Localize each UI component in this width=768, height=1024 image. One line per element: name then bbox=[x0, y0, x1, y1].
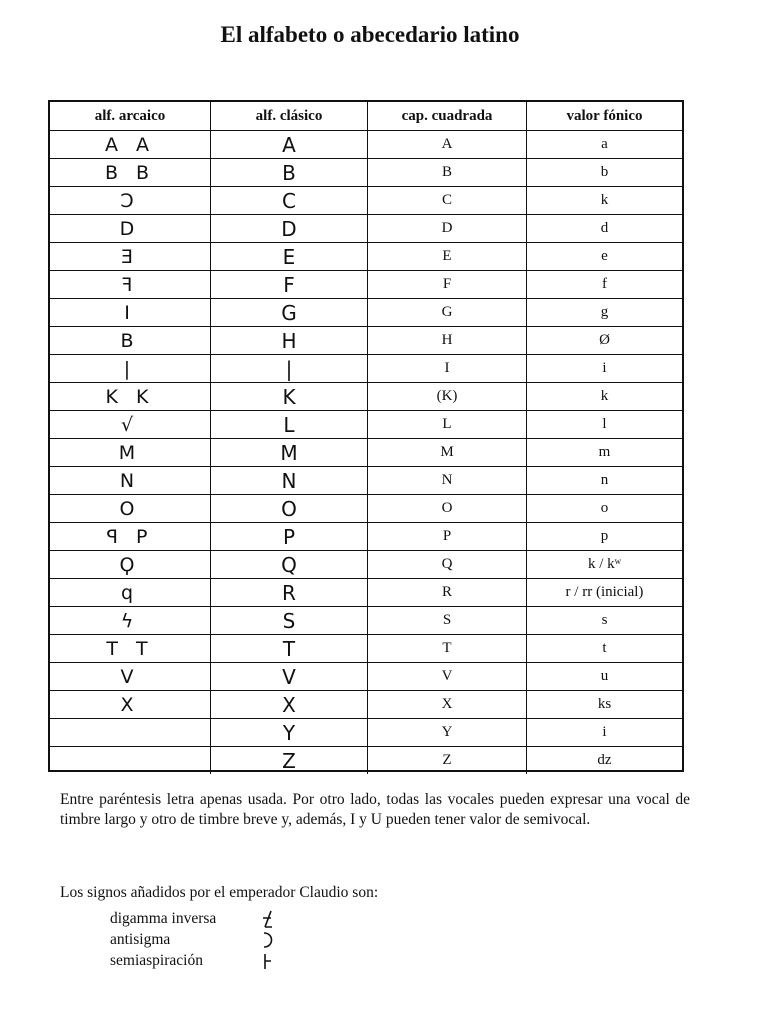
cell-cap-cuadrada: Y bbox=[367, 719, 526, 746]
cell-alf-arcaico: Ϙ bbox=[119, 553, 141, 576]
claudio-signs-list bbox=[110, 908, 278, 971]
cell-cap-cuadrada: N bbox=[367, 467, 526, 494]
table-row bbox=[50, 354, 682, 382]
cell-alf-arcaico: K K bbox=[105, 385, 155, 408]
cell-valor-fonico: b bbox=[526, 159, 682, 186]
table-row bbox=[50, 242, 682, 270]
sign-name: digamma inversa bbox=[110, 909, 217, 927]
cell-cap-cuadrada: P bbox=[367, 523, 526, 550]
cell-alf-arcaico: O bbox=[119, 497, 141, 520]
cell-alf-clasico: Z bbox=[210, 747, 367, 774]
cell-valor-fonico: t bbox=[526, 635, 682, 662]
cell-valor-fonico: a bbox=[526, 131, 682, 158]
table-row bbox=[50, 186, 682, 214]
header-alf-arcaico: alf. arcaico bbox=[94, 107, 166, 124]
cell-valor-fonico: g bbox=[526, 299, 682, 326]
table-row bbox=[50, 550, 682, 578]
cell-alf-clasico: V bbox=[210, 663, 367, 690]
cell-alf-clasico: D bbox=[210, 215, 367, 242]
table-row bbox=[50, 382, 682, 410]
claudio-intro: Los signos añadidos por el emperador Claudio son: bbox=[60, 884, 379, 901]
cell-cap-cuadrada: D bbox=[367, 215, 526, 242]
cell-cap-cuadrada: G bbox=[367, 299, 526, 326]
table-row bbox=[50, 130, 682, 158]
cell-cap-cuadrada: O bbox=[367, 495, 526, 522]
cell-alf-arcaico: A A bbox=[104, 133, 156, 156]
cell-alf-clasico: C bbox=[210, 187, 367, 214]
cell-cap-cuadrada: I bbox=[367, 355, 526, 382]
cell-alf-clasico: | bbox=[210, 355, 367, 382]
table-row bbox=[50, 438, 682, 466]
semiaspiracion-icon bbox=[258, 951, 278, 971]
cell-valor-fonico: dz bbox=[526, 747, 682, 774]
table-row bbox=[50, 746, 682, 774]
cell-valor-fonico: k bbox=[526, 187, 682, 214]
cell-cap-cuadrada: (K) bbox=[367, 383, 526, 410]
cell-cap-cuadrada: C bbox=[367, 187, 526, 214]
cell-cap-cuadrada: R bbox=[367, 579, 526, 606]
table-row bbox=[50, 718, 682, 746]
cell-cap-cuadrada: E bbox=[367, 243, 526, 270]
cell-valor-fonico: k / kʷ bbox=[526, 551, 682, 578]
cell-valor-fonico: i bbox=[526, 355, 682, 382]
table-row bbox=[50, 214, 682, 242]
cell-alf-arcaico: X bbox=[120, 693, 140, 716]
cell-alf-clasico: L bbox=[210, 411, 367, 438]
cell-alf-clasico: R bbox=[210, 579, 367, 606]
cell-alf-arcaico: ꟼ P bbox=[106, 525, 154, 548]
note-paragraph: Entre paréntesis letra apenas usada. Por otro lado, todas las vocales pueden expresar una vocal de timbre largo y otro de timbre breve y, además, I y U pueden tener valor de semivocal. bbox=[60, 791, 690, 828]
table-row bbox=[50, 662, 682, 690]
cell-alf-arcaico: | bbox=[123, 357, 137, 380]
cell-alf-clasico: M bbox=[210, 439, 367, 466]
cell-cap-cuadrada: L bbox=[367, 411, 526, 438]
table-row bbox=[50, 158, 682, 186]
cell-alf-arcaico: B bbox=[120, 329, 140, 352]
cell-cap-cuadrada: A bbox=[367, 131, 526, 158]
cell-alf-clasico: X bbox=[210, 691, 367, 718]
cell-alf-clasico: Q bbox=[210, 551, 367, 578]
cell-valor-fonico: ks bbox=[526, 691, 682, 718]
cell-alf-clasico: G bbox=[210, 299, 367, 326]
table-row bbox=[50, 522, 682, 550]
table-row bbox=[50, 410, 682, 438]
cell-valor-fonico: e bbox=[526, 243, 682, 270]
header-alf-clasico: alf. clásico bbox=[210, 102, 367, 130]
table-row bbox=[50, 634, 682, 662]
cell-alf-arcaico: V bbox=[120, 665, 140, 688]
table-body bbox=[50, 130, 682, 774]
sign-name: antisigma bbox=[110, 930, 171, 948]
cell-cap-cuadrada: M bbox=[367, 439, 526, 466]
cell-alf-clasico: P bbox=[210, 523, 367, 550]
cell-alf-arcaico bbox=[50, 747, 210, 774]
table-row bbox=[50, 494, 682, 522]
header-valor-fonico: valor fónico bbox=[526, 102, 682, 130]
page-title: El alfabeto o abecedario latino bbox=[220, 22, 520, 47]
cell-alf-arcaico bbox=[50, 719, 210, 746]
cell-valor-fonico: m bbox=[526, 439, 682, 466]
cell-alf-arcaico: N bbox=[119, 469, 141, 492]
cell-valor-fonico: r / rr (inicial) bbox=[526, 579, 682, 606]
table-row bbox=[50, 466, 682, 494]
table-row bbox=[50, 326, 682, 354]
cell-alf-clasico: N bbox=[210, 467, 367, 494]
table-row bbox=[50, 270, 682, 298]
table-row bbox=[50, 690, 682, 718]
cell-valor-fonico: f bbox=[526, 271, 682, 298]
cell-valor-fonico: l bbox=[526, 411, 682, 438]
header-cap-cuadrada: cap. cuadrada bbox=[367, 102, 526, 130]
cell-alf-arcaico: M bbox=[118, 441, 142, 464]
cell-alf-arcaico: T T bbox=[106, 637, 154, 660]
cell-valor-fonico: p bbox=[526, 523, 682, 550]
cell-alf-arcaico: q bbox=[120, 581, 140, 604]
cell-alf-clasico: H bbox=[210, 327, 367, 354]
cell-alf-arcaico: ꟻ bbox=[121, 273, 139, 296]
cell-valor-fonico: u bbox=[526, 663, 682, 690]
table-row bbox=[50, 298, 682, 326]
cell-alf-arcaico: Ǝ bbox=[120, 245, 139, 268]
cell-alf-arcaico: D bbox=[119, 217, 141, 240]
cell-cap-cuadrada: Z bbox=[367, 747, 526, 774]
claudio-sign-row bbox=[110, 929, 278, 950]
sign-name: semiaspiración bbox=[110, 951, 203, 969]
cell-alf-arcaico: I bbox=[124, 301, 136, 324]
digamma-inversa-icon bbox=[258, 909, 278, 929]
cell-valor-fonico: n bbox=[526, 467, 682, 494]
claudio-sign-row bbox=[110, 908, 278, 929]
cell-valor-fonico: s bbox=[526, 607, 682, 634]
cell-valor-fonico: i bbox=[526, 719, 682, 746]
cell-valor-fonico: Ø bbox=[526, 327, 682, 354]
cell-valor-fonico: d bbox=[526, 215, 682, 242]
cell-alf-clasico: F bbox=[210, 271, 367, 298]
table-row bbox=[50, 578, 682, 606]
cell-valor-fonico: k bbox=[526, 383, 682, 410]
cell-alf-arcaico: B B bbox=[104, 161, 156, 184]
cell-cap-cuadrada: B bbox=[367, 159, 526, 186]
alphabet-table bbox=[48, 100, 684, 772]
cell-valor-fonico: o bbox=[526, 495, 682, 522]
cell-alf-arcaico: √ bbox=[120, 413, 140, 436]
claudio-sign-row bbox=[110, 950, 278, 971]
cell-alf-clasico: O bbox=[210, 495, 367, 522]
cell-alf-clasico: A bbox=[210, 131, 367, 158]
cell-cap-cuadrada: H bbox=[367, 327, 526, 354]
cell-alf-arcaico: Ɔ bbox=[120, 189, 140, 212]
cell-cap-cuadrada: S bbox=[367, 607, 526, 634]
cell-alf-clasico: S bbox=[210, 607, 367, 634]
cell-cap-cuadrada: T bbox=[367, 635, 526, 662]
cell-alf-clasico: K bbox=[210, 383, 367, 410]
table-header-row bbox=[50, 102, 682, 130]
antisigma-icon bbox=[258, 930, 278, 950]
cell-alf-clasico: E bbox=[210, 243, 367, 270]
cell-cap-cuadrada: V bbox=[367, 663, 526, 690]
cell-cap-cuadrada: F bbox=[367, 271, 526, 298]
cell-alf-arcaico: ϟ bbox=[120, 609, 140, 632]
cell-alf-clasico: B bbox=[210, 159, 367, 186]
cell-cap-cuadrada: Q bbox=[367, 551, 526, 578]
cell-alf-clasico: Y bbox=[210, 719, 367, 746]
cell-cap-cuadrada: X bbox=[367, 691, 526, 718]
table-row bbox=[50, 606, 682, 634]
cell-alf-clasico: T bbox=[210, 635, 367, 662]
